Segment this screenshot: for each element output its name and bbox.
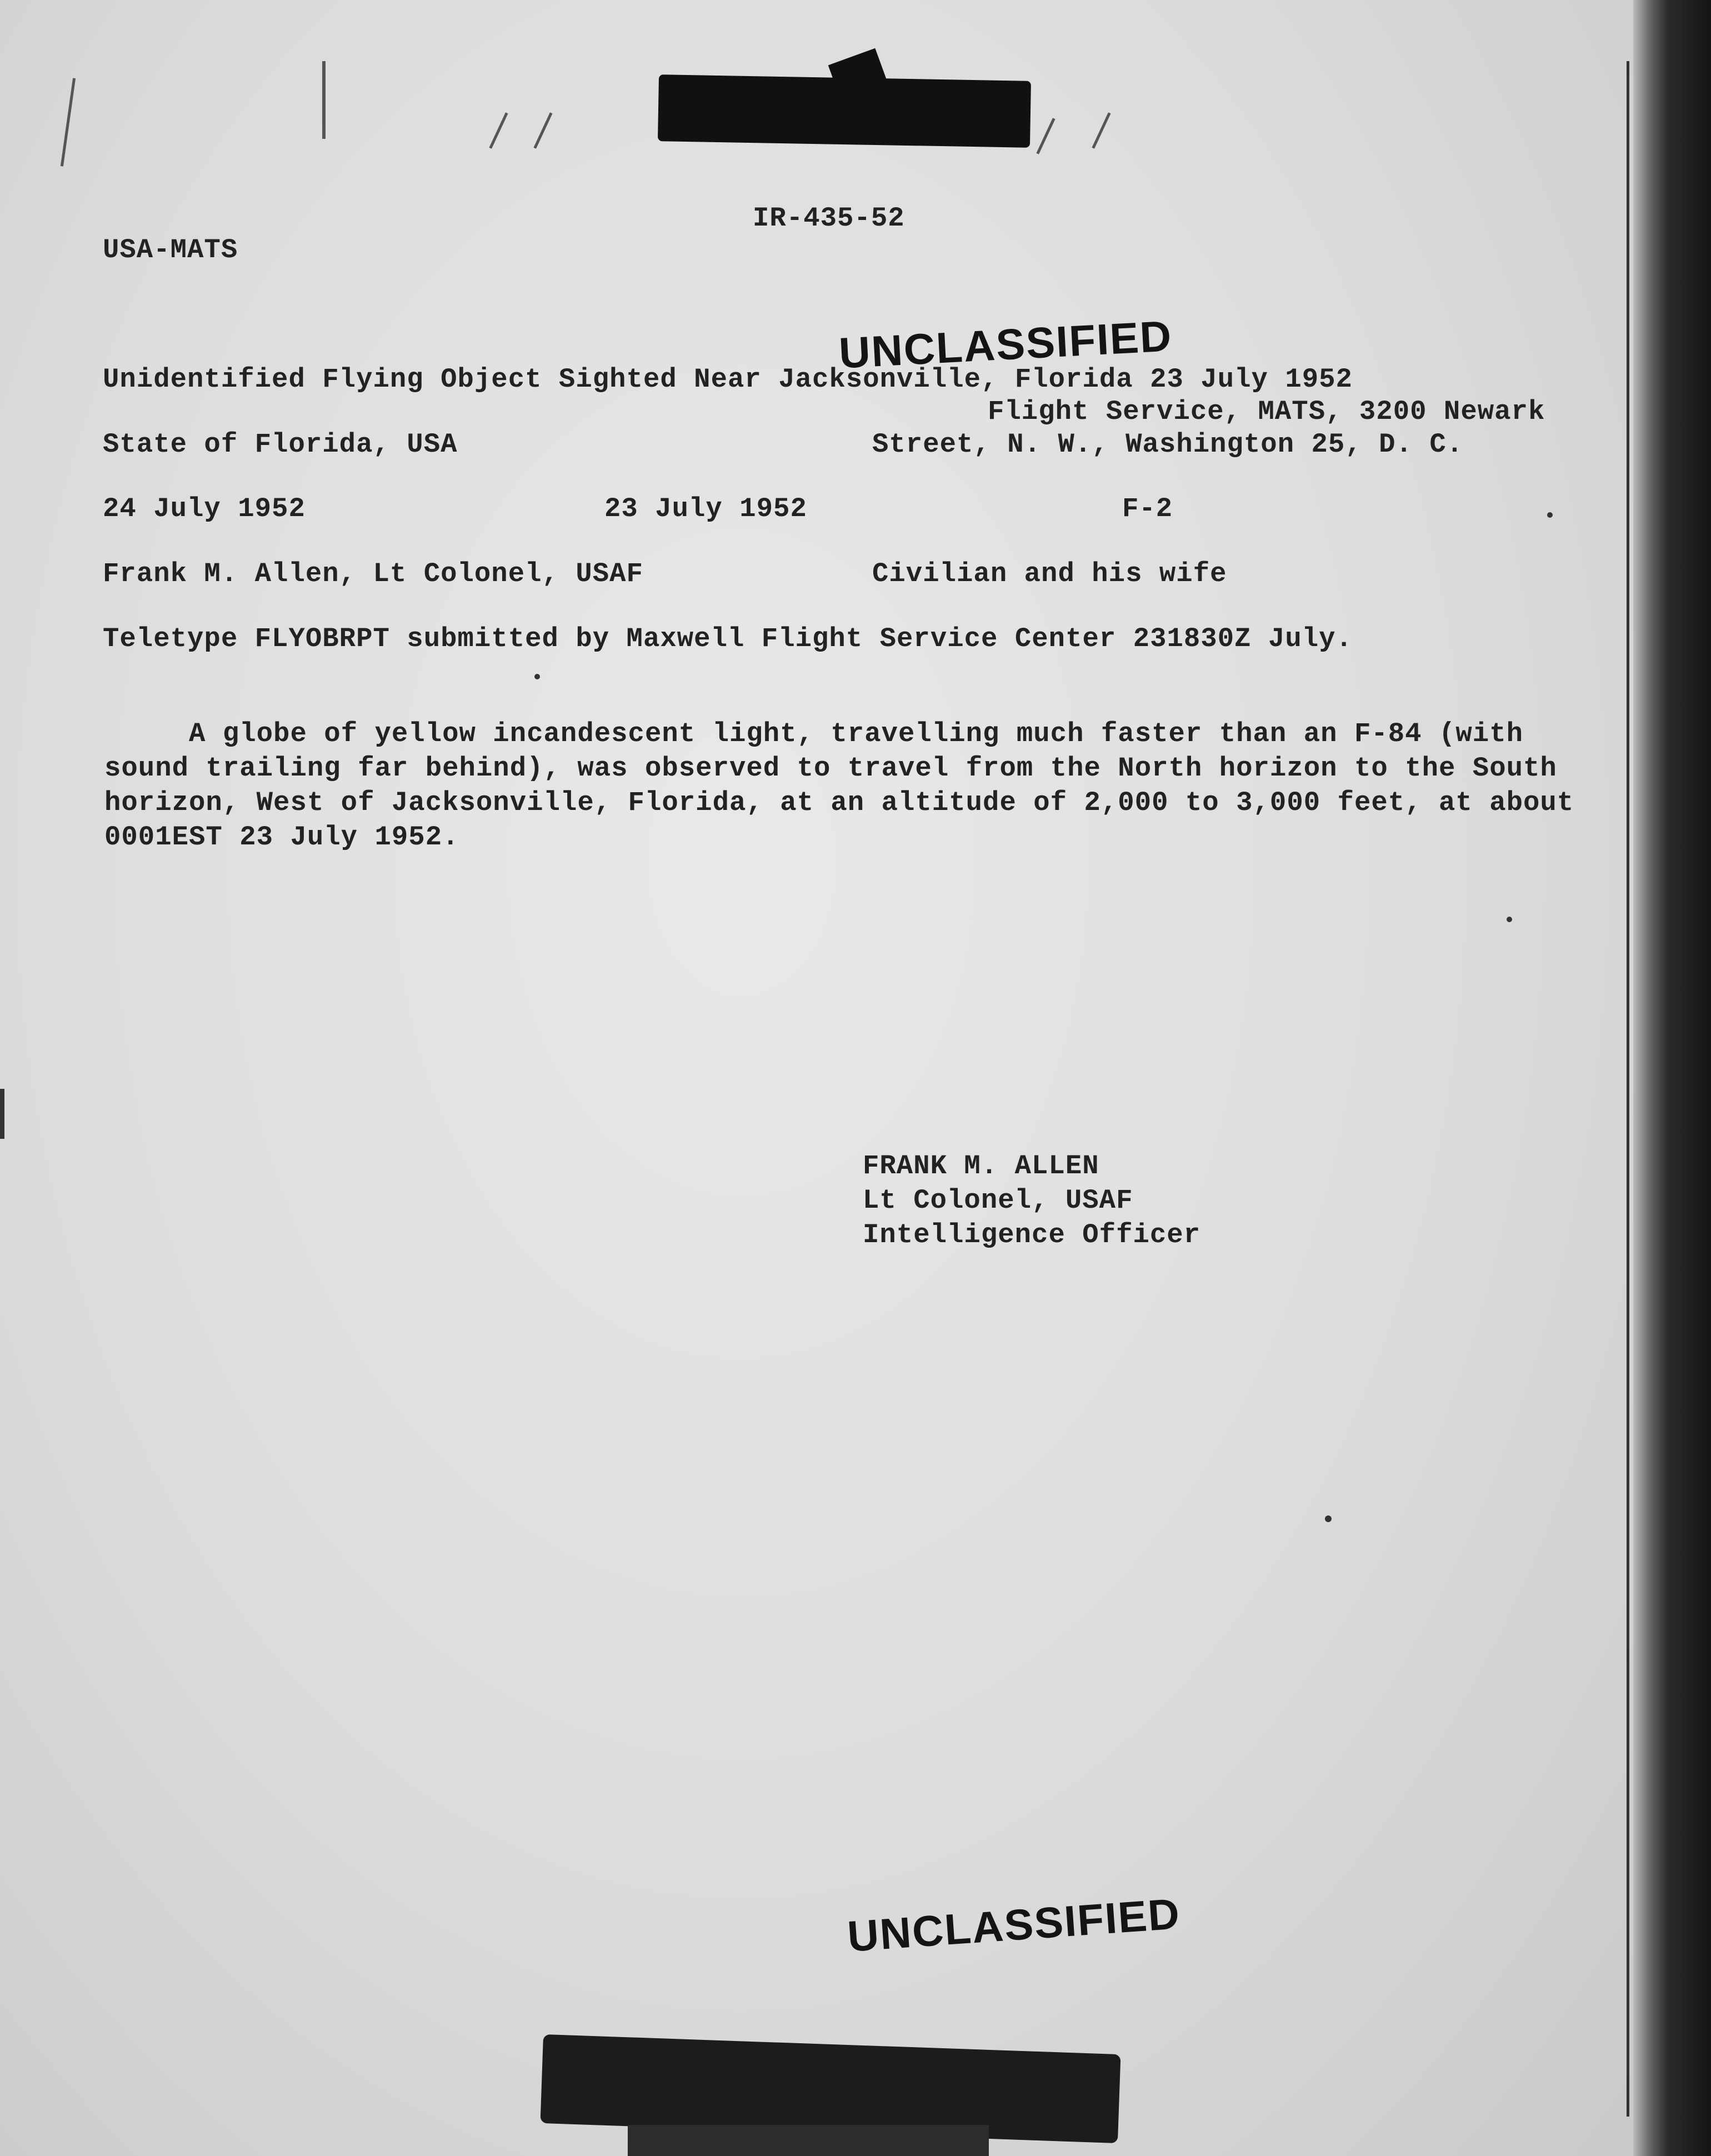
- bottom-redaction-fringe: [628, 2125, 989, 2156]
- signature-block: [863, 1149, 1200, 1252]
- scan-edge-line: [1627, 61, 1629, 2117]
- report-body: A globe of yellow incandescent light, travelling much faster than an F-84 (with sound trailing far behind), was observed to travel from the North horizon to the South horizon, West of Jacksonville, Florida, at an altitude of 2,000 to 3,000 feet, at about 0001EST 23 July 1952.: [104, 718, 1574, 853]
- speck: [1507, 917, 1512, 922]
- subject-line: Unidentified Flying Object Sighted Near Jacksonville, Florida 23 July 1952: [103, 364, 1353, 395]
- scan-mark: [1036, 118, 1055, 154]
- scan-mark: [533, 112, 552, 149]
- scan-mark: [1092, 112, 1110, 149]
- signature-name: FRANK M. ALLEN: [863, 1150, 1099, 1182]
- speck: [0, 1089, 4, 1139]
- routing-line: USA-MATS: [103, 234, 238, 266]
- scan-mark: [61, 78, 76, 166]
- signature-rank: Lt Colonel, USAF: [863, 1185, 1133, 1216]
- scan-mark: [489, 112, 508, 149]
- scan-mark: [322, 61, 326, 139]
- report-date: 24 July 1952: [103, 493, 306, 524]
- prepared-by: Frank M. Allen, Lt Colonel, USAF: [103, 558, 643, 589]
- speck: [534, 674, 540, 679]
- source-line-2: Street, N. W., Washington 25, D. C.: [872, 429, 1464, 460]
- info-date: 23 July 1952: [604, 493, 807, 524]
- evaluation: F-2: [1122, 493, 1173, 524]
- scan-edge: [1633, 0, 1711, 2156]
- speck: [1547, 512, 1553, 518]
- source-type: Civilian and his wife: [872, 558, 1227, 589]
- classification-stamp-top: UNCLASSIFIED: [838, 311, 1174, 378]
- signature-title: Intelligence Officer: [863, 1219, 1201, 1250]
- speck: [1325, 1515, 1332, 1522]
- area-line: State of Florida, USA: [103, 429, 458, 460]
- classification-stamp-bottom: UNCLASSIFIED: [846, 1889, 1182, 1961]
- references-line: Teletype FLYOBRPT submitted by Maxwell Flight Service Center 231830Z July.: [103, 623, 1353, 654]
- source-line-1: Flight Service, MATS, 3200 Newark: [988, 396, 1545, 427]
- report-number: IR-435-52: [753, 203, 905, 234]
